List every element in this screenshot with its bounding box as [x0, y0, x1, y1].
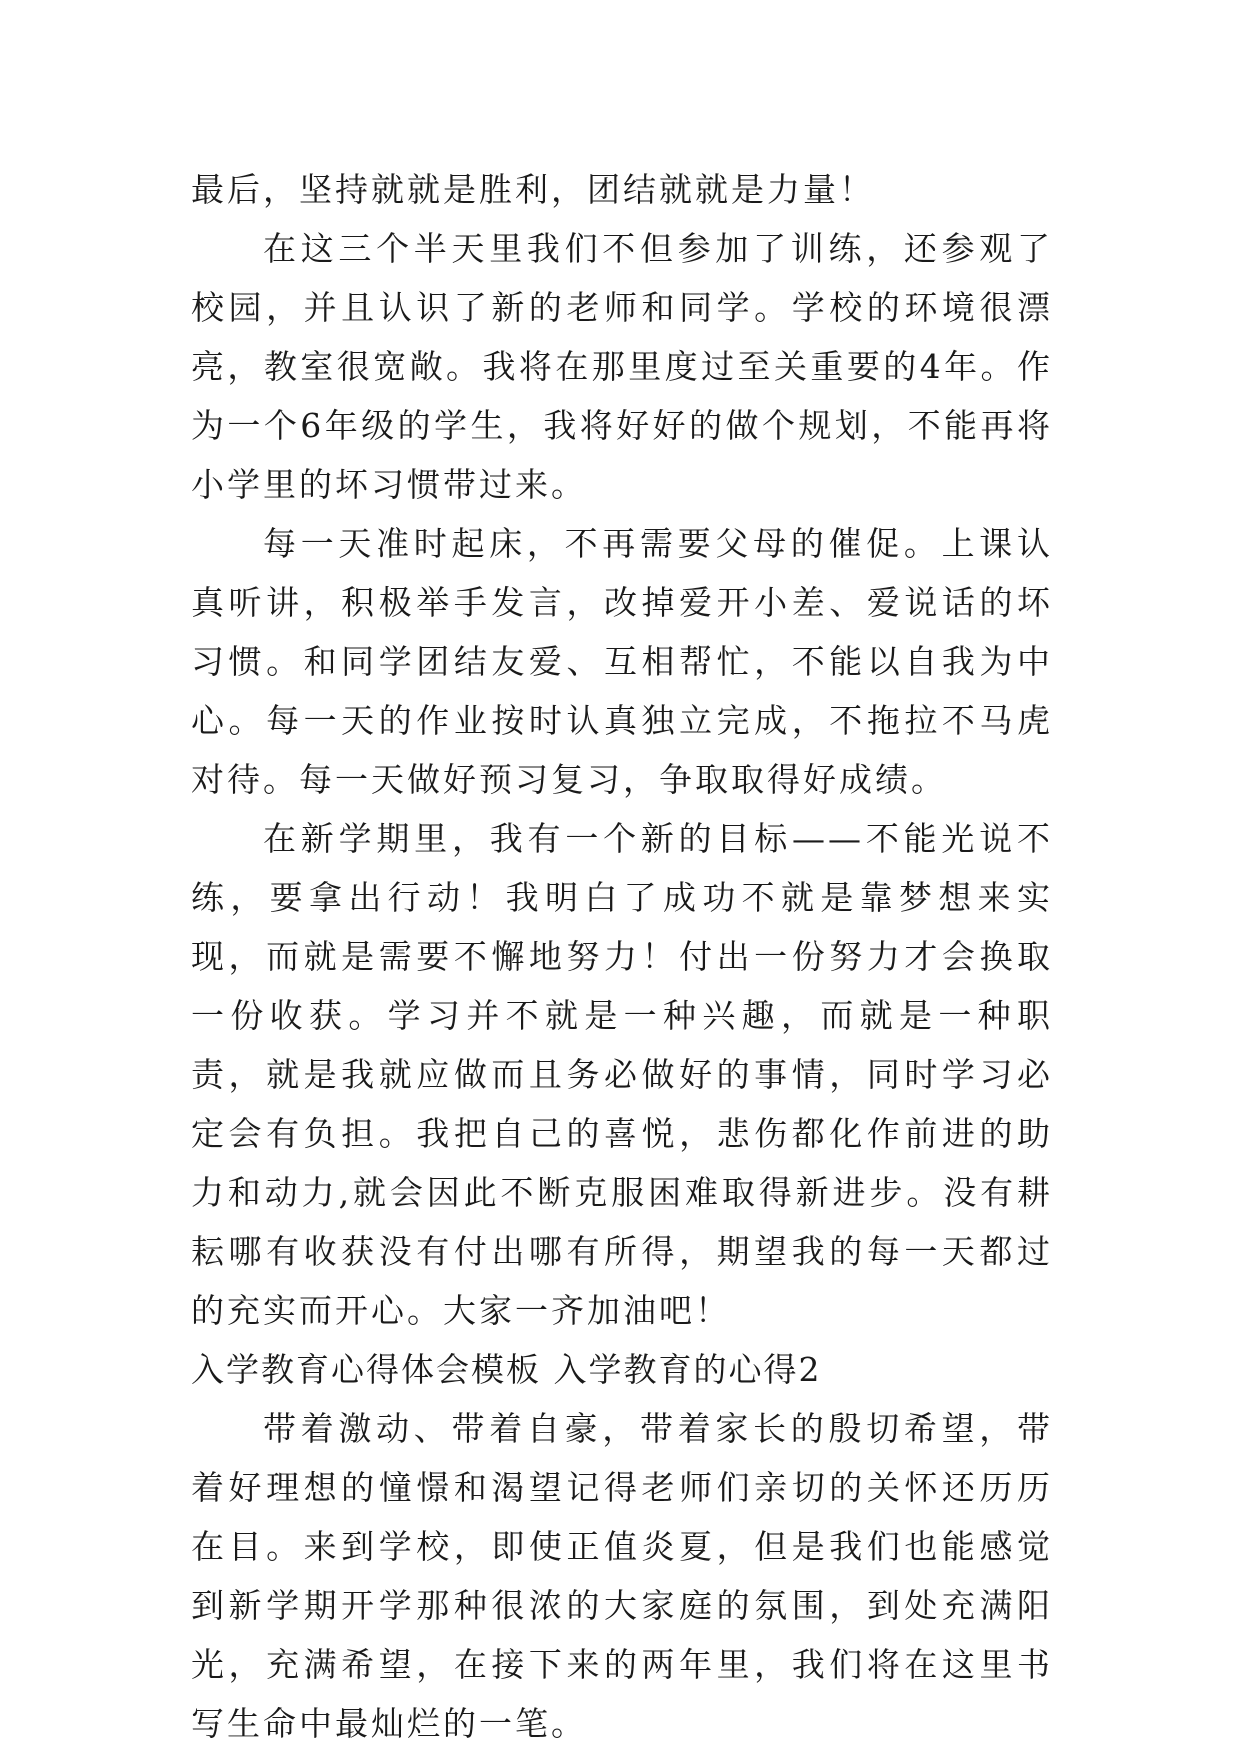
- section-heading: 入学教育心得体会模板 入学教育的心得2: [191, 1350, 822, 1389]
- paragraph-orientation: 在这三个半天里我们不但参加了训练，还参观了校园，并且认识了新的老师和同学。学校的环境很漂亮，教室很宽敞。我将在那里度过至关重要的4年。作为一个6年级的学生，我将好好的做个规划，不能再将小学里的坏习惯带过来。: [191, 229, 1053, 504]
- paragraph-new-semester-goal: 在新学期里，我有一个新的目标——不能光说不练，要拿出行动！我明白了成功不就是靠梦想来实现，而就是需要不懈地努力！付出一份努力才会换取一份收获。学习并不就是一种兴趣，而就是一种职责，就是我就应做而且务必做好的事情，同时学习必定会有负担。我把自己的喜悦，悲伤都化作前进的助力和动力,就会因此不断克服困难取得新进步。没有耕耘哪有收获没有付出哪有所得，期望我的每一天都过的充实而开心。大家一齐加油吧！: [191, 819, 1053, 1330]
- paragraph-daily-habits: 每一天准时起床，不再需要父母的催促。上课认真听讲，积极举手发言，改掉爱开小差、爱说话的坏习惯。和同学团结友爱、互相帮忙，不能以自我为中心。每一天的作业按时认真独立完成，不拖拉不马虎对待。每一天做好预习复习，争取取得好成绩。: [191, 524, 1053, 799]
- document-body: [191, 160, 1053, 1753]
- paragraph-arrival: 带着激动、带着自豪，带着家长的殷切希望，带着好理想的憧憬和渴望记得老师们亲切的关怀还历历在目。来到学校，即使正值炎夏，但是我们也能感觉到新学期开学那种很浓的大家庭的氛围，到处充满阳光，充满希望，在接下来的两年里，我们将在这里书写生命中最灿烂的一笔。: [191, 1409, 1053, 1743]
- paragraph-closing: 最后，坚持就就是胜利，团结就就是力量！: [191, 170, 875, 209]
